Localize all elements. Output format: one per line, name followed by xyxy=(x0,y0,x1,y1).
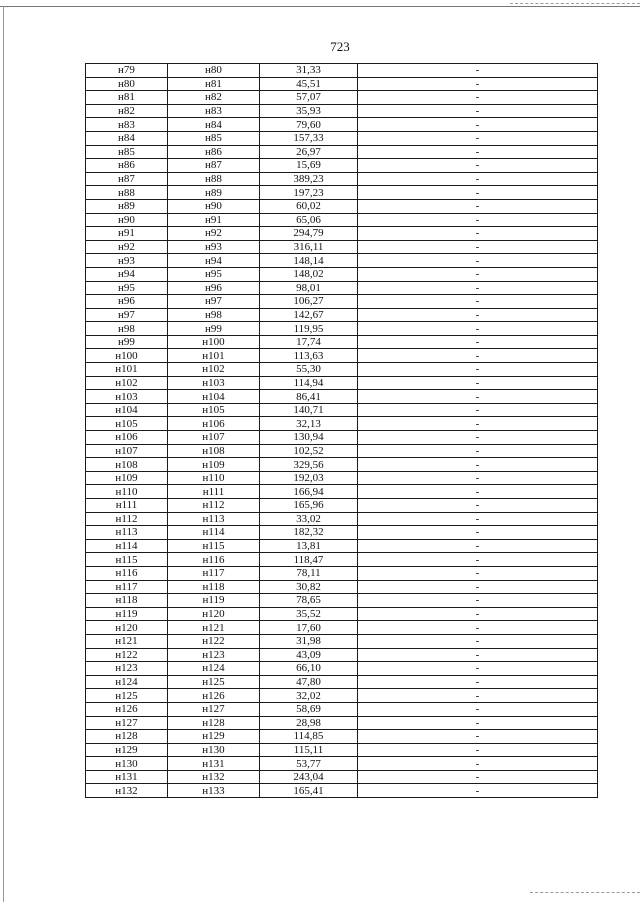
start-point-cell: н121 xyxy=(86,634,168,648)
note-cell: - xyxy=(358,77,598,91)
end-point-cell: н95 xyxy=(168,267,260,281)
start-point-cell: н114 xyxy=(86,539,168,553)
start-point-cell: н123 xyxy=(86,662,168,676)
end-point-cell: н133 xyxy=(168,784,260,798)
length-cell: 114,85 xyxy=(260,730,358,744)
table-row xyxy=(86,227,598,241)
end-point-cell: н122 xyxy=(168,634,260,648)
end-point-cell: н91 xyxy=(168,213,260,227)
start-point-cell: н131 xyxy=(86,770,168,784)
table-row xyxy=(86,675,598,689)
end-point-cell: н92 xyxy=(168,227,260,241)
start-point-cell: н86 xyxy=(86,159,168,173)
length-cell: 106,27 xyxy=(260,295,358,309)
note-cell: - xyxy=(358,349,598,363)
note-cell: - xyxy=(358,621,598,635)
table-row xyxy=(86,104,598,118)
table-row xyxy=(86,594,598,608)
length-cell: 57,07 xyxy=(260,91,358,105)
start-point-cell: н85 xyxy=(86,145,168,159)
start-point-cell: н103 xyxy=(86,390,168,404)
note-cell: - xyxy=(358,254,598,268)
note-cell: - xyxy=(358,444,598,458)
length-cell: 130,94 xyxy=(260,431,358,445)
length-cell: 35,93 xyxy=(260,104,358,118)
table-row xyxy=(86,634,598,648)
note-cell: - xyxy=(358,172,598,186)
end-point-cell: н87 xyxy=(168,159,260,173)
note-cell: - xyxy=(358,499,598,513)
end-point-cell: н123 xyxy=(168,648,260,662)
table-row xyxy=(86,199,598,213)
note-cell: - xyxy=(358,757,598,771)
start-point-cell: н113 xyxy=(86,526,168,540)
start-point-cell: н122 xyxy=(86,648,168,662)
length-cell: 316,11 xyxy=(260,240,358,254)
table-row xyxy=(86,566,598,580)
table-row xyxy=(86,335,598,349)
table-row xyxy=(86,716,598,730)
start-point-cell: н112 xyxy=(86,512,168,526)
start-point-cell: н102 xyxy=(86,376,168,390)
table-row xyxy=(86,131,598,145)
end-point-cell: н130 xyxy=(168,743,260,757)
length-cell: 31,33 xyxy=(260,64,358,78)
table-row xyxy=(86,172,598,186)
note-cell: - xyxy=(358,376,598,390)
end-point-cell: н117 xyxy=(168,566,260,580)
length-cell: 55,30 xyxy=(260,363,358,377)
length-cell: 389,23 xyxy=(260,172,358,186)
end-point-cell: н113 xyxy=(168,512,260,526)
length-cell: 65,06 xyxy=(260,213,358,227)
table-row xyxy=(86,458,598,472)
start-point-cell: н132 xyxy=(86,784,168,798)
table-row xyxy=(86,91,598,105)
table-row xyxy=(86,757,598,771)
length-cell: 294,79 xyxy=(260,227,358,241)
table-row xyxy=(86,145,598,159)
length-cell: 32,13 xyxy=(260,417,358,431)
note-cell: - xyxy=(358,566,598,580)
table-row xyxy=(86,485,598,499)
table-row xyxy=(86,403,598,417)
end-point-cell: н99 xyxy=(168,322,260,336)
length-cell: 15,69 xyxy=(260,159,358,173)
table-row xyxy=(86,743,598,757)
table-row xyxy=(86,281,598,295)
note-cell: - xyxy=(358,64,598,78)
start-point-cell: н129 xyxy=(86,743,168,757)
note-cell: - xyxy=(358,267,598,281)
length-cell: 148,02 xyxy=(260,267,358,281)
length-cell: 79,60 xyxy=(260,118,358,132)
note-cell: - xyxy=(358,458,598,472)
note-cell: - xyxy=(358,390,598,404)
length-cell: 35,52 xyxy=(260,607,358,621)
end-point-cell: н80 xyxy=(168,64,260,78)
table-row xyxy=(86,213,598,227)
note-cell: - xyxy=(358,281,598,295)
note-cell: - xyxy=(358,308,598,322)
end-point-cell: н116 xyxy=(168,553,260,567)
table-row xyxy=(86,702,598,716)
start-point-cell: н126 xyxy=(86,702,168,716)
table-row xyxy=(86,553,598,567)
table-row xyxy=(86,444,598,458)
table-row xyxy=(86,770,598,784)
table-row xyxy=(86,376,598,390)
start-point-cell: н88 xyxy=(86,186,168,200)
start-point-cell: н89 xyxy=(86,199,168,213)
note-cell: - xyxy=(358,648,598,662)
page-number: 723 xyxy=(330,39,350,54)
table-row xyxy=(86,417,598,431)
table-row xyxy=(86,186,598,200)
end-point-cell: н119 xyxy=(168,594,260,608)
start-point-cell: н110 xyxy=(86,485,168,499)
length-cell: 28,98 xyxy=(260,716,358,730)
start-point-cell: н109 xyxy=(86,471,168,485)
note-cell: - xyxy=(358,539,598,553)
start-point-cell: н82 xyxy=(86,104,168,118)
note-cell: - xyxy=(358,716,598,730)
note-cell: - xyxy=(358,743,598,757)
note-cell: - xyxy=(358,431,598,445)
length-cell: 53,77 xyxy=(260,757,358,771)
note-cell: - xyxy=(358,770,598,784)
end-point-cell: н108 xyxy=(168,444,260,458)
length-cell: 102,52 xyxy=(260,444,358,458)
top-dashed-line xyxy=(510,3,640,4)
start-point-cell: н79 xyxy=(86,64,168,78)
length-cell: 197,23 xyxy=(260,186,358,200)
start-point-cell: н124 xyxy=(86,675,168,689)
length-cell: 166,94 xyxy=(260,485,358,499)
note-cell: - xyxy=(358,607,598,621)
note-cell: - xyxy=(358,580,598,594)
start-point-cell: н83 xyxy=(86,118,168,132)
table-row xyxy=(86,648,598,662)
end-point-cell: н96 xyxy=(168,281,260,295)
end-point-cell: н100 xyxy=(168,335,260,349)
end-point-cell: н124 xyxy=(168,662,260,676)
end-point-cell: н106 xyxy=(168,417,260,431)
start-point-cell: н94 xyxy=(86,267,168,281)
start-point-cell: н90 xyxy=(86,213,168,227)
table-row xyxy=(86,539,598,553)
note-cell: - xyxy=(358,213,598,227)
length-cell: 58,69 xyxy=(260,702,358,716)
end-point-cell: н129 xyxy=(168,730,260,744)
table-row xyxy=(86,159,598,173)
table-row xyxy=(86,662,598,676)
note-cell: - xyxy=(358,675,598,689)
length-cell: 113,63 xyxy=(260,349,358,363)
note-cell: - xyxy=(358,689,598,703)
start-point-cell: н111 xyxy=(86,499,168,513)
length-cell: 43,09 xyxy=(260,648,358,662)
length-cell: 148,14 xyxy=(260,254,358,268)
note-cell: - xyxy=(358,594,598,608)
end-point-cell: н103 xyxy=(168,376,260,390)
note-cell: - xyxy=(358,295,598,309)
table-row xyxy=(86,431,598,445)
length-cell: 78,11 xyxy=(260,566,358,580)
bottom-dashed-line xyxy=(530,892,640,893)
table-row xyxy=(86,784,598,798)
end-point-cell: н104 xyxy=(168,390,260,404)
end-point-cell: н109 xyxy=(168,458,260,472)
table-row xyxy=(86,118,598,132)
start-point-cell: н91 xyxy=(86,227,168,241)
note-cell: - xyxy=(358,145,598,159)
note-cell: - xyxy=(358,730,598,744)
start-point-cell: н96 xyxy=(86,295,168,309)
end-point-cell: н102 xyxy=(168,363,260,377)
length-cell: 165,96 xyxy=(260,499,358,513)
start-point-cell: н106 xyxy=(86,431,168,445)
end-point-cell: н118 xyxy=(168,580,260,594)
table-row xyxy=(86,308,598,322)
length-cell: 31,98 xyxy=(260,634,358,648)
start-point-cell: н93 xyxy=(86,254,168,268)
length-cell: 329,56 xyxy=(260,458,358,472)
end-point-cell: н82 xyxy=(168,91,260,105)
end-point-cell: н93 xyxy=(168,240,260,254)
length-cell: 45,51 xyxy=(260,77,358,91)
start-point-cell: н92 xyxy=(86,240,168,254)
start-point-cell: н116 xyxy=(86,566,168,580)
start-point-cell: н127 xyxy=(86,716,168,730)
length-cell: 157,33 xyxy=(260,131,358,145)
note-cell: - xyxy=(358,634,598,648)
length-cell: 86,41 xyxy=(260,390,358,404)
table-row xyxy=(86,512,598,526)
start-point-cell: н120 xyxy=(86,621,168,635)
note-cell: - xyxy=(358,131,598,145)
table-row xyxy=(86,580,598,594)
length-cell: 17,60 xyxy=(260,621,358,635)
start-point-cell: н81 xyxy=(86,91,168,105)
end-point-cell: н94 xyxy=(168,254,260,268)
table-row xyxy=(86,322,598,336)
end-point-cell: н111 xyxy=(168,485,260,499)
start-point-cell: н125 xyxy=(86,689,168,703)
table-row xyxy=(86,526,598,540)
end-point-cell: н88 xyxy=(168,172,260,186)
table-row xyxy=(86,240,598,254)
length-cell: 60,02 xyxy=(260,199,358,213)
end-point-cell: н132 xyxy=(168,770,260,784)
start-point-cell: н87 xyxy=(86,172,168,186)
end-point-cell: н98 xyxy=(168,308,260,322)
boundary-segments-table xyxy=(85,63,598,798)
table-row xyxy=(86,349,598,363)
table-row xyxy=(86,499,598,513)
note-cell: - xyxy=(358,240,598,254)
note-cell: - xyxy=(358,471,598,485)
length-cell: 98,01 xyxy=(260,281,358,295)
table-row xyxy=(86,64,598,78)
end-point-cell: н120 xyxy=(168,607,260,621)
end-point-cell: н110 xyxy=(168,471,260,485)
note-cell: - xyxy=(358,335,598,349)
note-cell: - xyxy=(358,512,598,526)
length-cell: 115,11 xyxy=(260,743,358,757)
start-point-cell: н108 xyxy=(86,458,168,472)
start-point-cell: н107 xyxy=(86,444,168,458)
table-row xyxy=(86,471,598,485)
length-cell: 78,65 xyxy=(260,594,358,608)
table-row xyxy=(86,621,598,635)
length-cell: 192,03 xyxy=(260,471,358,485)
end-point-cell: н115 xyxy=(168,539,260,553)
length-cell: 66,10 xyxy=(260,662,358,676)
start-point-cell: н119 xyxy=(86,607,168,621)
length-cell: 26,97 xyxy=(260,145,358,159)
end-point-cell: н84 xyxy=(168,118,260,132)
note-cell: - xyxy=(358,784,598,798)
end-point-cell: н114 xyxy=(168,526,260,540)
start-point-cell: н100 xyxy=(86,349,168,363)
table-row xyxy=(86,390,598,404)
note-cell: - xyxy=(358,662,598,676)
note-cell: - xyxy=(358,227,598,241)
start-point-cell: н105 xyxy=(86,417,168,431)
table-row xyxy=(86,607,598,621)
length-cell: 47,80 xyxy=(260,675,358,689)
start-point-cell: н95 xyxy=(86,281,168,295)
length-cell: 13,81 xyxy=(260,539,358,553)
end-point-cell: н105 xyxy=(168,403,260,417)
left-border-line xyxy=(3,6,4,902)
end-point-cell: н90 xyxy=(168,199,260,213)
note-cell: - xyxy=(358,186,598,200)
length-cell: 30,82 xyxy=(260,580,358,594)
length-cell: 243,04 xyxy=(260,770,358,784)
note-cell: - xyxy=(358,104,598,118)
table-row xyxy=(86,363,598,377)
end-point-cell: н131 xyxy=(168,757,260,771)
note-cell: - xyxy=(358,91,598,105)
length-cell: 119,95 xyxy=(260,322,358,336)
end-point-cell: н127 xyxy=(168,702,260,716)
start-point-cell: н118 xyxy=(86,594,168,608)
note-cell: - xyxy=(358,159,598,173)
end-point-cell: н125 xyxy=(168,675,260,689)
end-point-cell: н81 xyxy=(168,77,260,91)
end-point-cell: н112 xyxy=(168,499,260,513)
note-cell: - xyxy=(358,485,598,499)
end-point-cell: н107 xyxy=(168,431,260,445)
length-cell: 165,41 xyxy=(260,784,358,798)
start-point-cell: н117 xyxy=(86,580,168,594)
length-cell: 142,67 xyxy=(260,308,358,322)
end-point-cell: н89 xyxy=(168,186,260,200)
length-cell: 118,47 xyxy=(260,553,358,567)
start-point-cell: н98 xyxy=(86,322,168,336)
length-cell: 17,74 xyxy=(260,335,358,349)
length-cell: 33,02 xyxy=(260,512,358,526)
note-cell: - xyxy=(358,526,598,540)
note-cell: - xyxy=(358,702,598,716)
length-cell: 140,71 xyxy=(260,403,358,417)
start-point-cell: н80 xyxy=(86,77,168,91)
start-point-cell: н128 xyxy=(86,730,168,744)
start-point-cell: н130 xyxy=(86,757,168,771)
end-point-cell: н126 xyxy=(168,689,260,703)
start-point-cell: н115 xyxy=(86,553,168,567)
note-cell: - xyxy=(358,199,598,213)
table-row xyxy=(86,267,598,281)
end-point-cell: н101 xyxy=(168,349,260,363)
length-cell: 182,32 xyxy=(260,526,358,540)
table-row xyxy=(86,689,598,703)
top-border-line xyxy=(0,6,640,7)
table-row xyxy=(86,295,598,309)
length-cell: 32,02 xyxy=(260,689,358,703)
note-cell: - xyxy=(358,553,598,567)
end-point-cell: н97 xyxy=(168,295,260,309)
start-point-cell: н97 xyxy=(86,308,168,322)
end-point-cell: н86 xyxy=(168,145,260,159)
note-cell: - xyxy=(358,118,598,132)
end-point-cell: н83 xyxy=(168,104,260,118)
start-point-cell: н104 xyxy=(86,403,168,417)
table-row xyxy=(86,730,598,744)
table-body xyxy=(86,64,598,798)
length-cell: 114,94 xyxy=(260,376,358,390)
start-point-cell: н84 xyxy=(86,131,168,145)
note-cell: - xyxy=(358,417,598,431)
table-row xyxy=(86,254,598,268)
note-cell: - xyxy=(358,322,598,336)
end-point-cell: н85 xyxy=(168,131,260,145)
start-point-cell: н99 xyxy=(86,335,168,349)
note-cell: - xyxy=(358,363,598,377)
table-row xyxy=(86,77,598,91)
start-point-cell: н101 xyxy=(86,363,168,377)
end-point-cell: н128 xyxy=(168,716,260,730)
note-cell: - xyxy=(358,403,598,417)
end-point-cell: н121 xyxy=(168,621,260,635)
